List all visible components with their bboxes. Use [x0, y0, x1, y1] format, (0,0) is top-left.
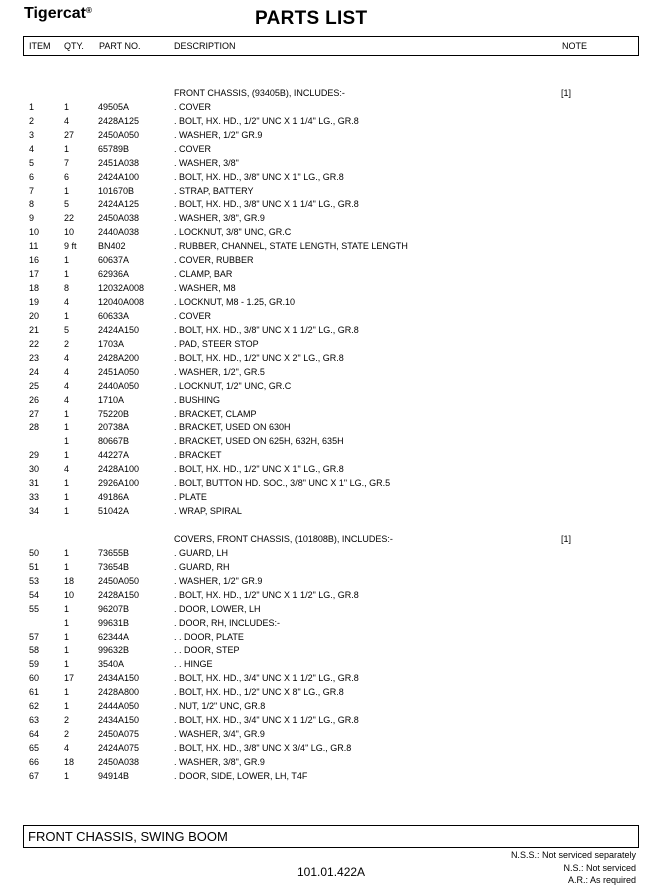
column-header-note: NOTE [562, 41, 588, 51]
cell-qty: 1 [64, 506, 70, 517]
cell-note: [1] [561, 533, 572, 544]
cell-description: . BOLT, HX. HD., 1/2" UNC X 1" LG., GR.8 [174, 464, 344, 475]
cell-description: . WASHER, 1/2", GR.5 [174, 366, 265, 377]
footer-title: FRONT CHASSIS, SWING BOOM [28, 829, 228, 844]
cell-qty: 1 [64, 617, 70, 628]
cell-part-no: 2434A150 [98, 715, 140, 726]
cell-description: . WASHER, 1/2" GR.9 [174, 575, 263, 586]
cell-qty: 2 [64, 338, 70, 349]
table-row [23, 771, 637, 785]
cell-qty: 2 [64, 715, 70, 726]
table-row [23, 227, 637, 241]
cell-description: . BOLT, HX. HD., 3/4" UNC X 1 1/2" LG., GR.8 [174, 673, 359, 684]
cell-item: 7 [29, 185, 35, 196]
cell-part-no: 2450A050 [98, 129, 140, 140]
cell-description: . NUT, 1/2" UNC, GR.8 [174, 701, 266, 712]
table-row [23, 687, 637, 701]
cell-qty: 1 [64, 185, 70, 196]
cell-item: 62 [29, 701, 40, 712]
cell-part-no: 2926A100 [98, 478, 140, 489]
cell-part-no: 2434A150 [98, 673, 140, 684]
cell-description: . BRACKET, USED ON 625H, 632H, 635H [174, 436, 344, 447]
cell-description: . WASHER, 3/8", GR.9 [174, 756, 265, 767]
cell-description: . DOOR, LOWER, LH [174, 603, 261, 614]
cell-qty: 1 [64, 687, 70, 698]
table-row [23, 715, 637, 729]
cell-item: 31 [29, 478, 40, 489]
table-row [23, 297, 637, 311]
cell-qty: 6 [64, 171, 70, 182]
table-row [23, 381, 637, 395]
cell-qty: 18 [64, 575, 75, 586]
cell-qty: 10 [64, 589, 75, 600]
cell-part-no: 20738A [98, 422, 130, 433]
cell-qty: 1 [64, 436, 70, 447]
page-title: PARTS LIST [255, 8, 368, 29]
table-row [23, 632, 637, 646]
cell-item: 26 [29, 394, 40, 405]
cell-part-no: 1703A [98, 338, 125, 349]
cell-part-no: 99631B [98, 617, 130, 628]
cell-description: . WASHER, 1/2" GR.9 [174, 129, 263, 140]
cell-qty: 1 [64, 255, 70, 266]
table-row [23, 548, 637, 562]
cell-qty: 4 [64, 115, 70, 126]
cell-qty: 1 [64, 659, 70, 670]
cell-qty: 1 [64, 701, 70, 712]
cell-qty: 27 [64, 129, 75, 140]
cell-qty: 1 [64, 310, 70, 321]
table-row [23, 645, 637, 659]
cell-qty: 17 [64, 673, 75, 684]
cell-item: 1 [29, 101, 35, 112]
cell-description: . BOLT, HX. HD., 3/8" UNC X 1" LG., GR.8 [174, 171, 344, 182]
cell-qty: 4 [64, 394, 70, 405]
cell-description: . STRAP, BATTERY [174, 185, 254, 196]
cell-qty: 5 [64, 199, 70, 210]
cell-item: 57 [29, 631, 40, 642]
table-row [23, 422, 637, 436]
table-row [23, 492, 637, 506]
cell-item: 10 [29, 227, 40, 238]
table-row [23, 116, 637, 130]
table-header [23, 36, 639, 56]
parts-table-body [23, 74, 637, 785]
cell-item: 30 [29, 464, 40, 475]
table-row [23, 102, 637, 116]
table-row [23, 241, 637, 255]
cell-description: . WASHER, 3/8", GR.9 [174, 213, 265, 224]
cell-part-no: 12040A008 [98, 297, 145, 307]
cell-part-no: 49505A [98, 101, 130, 112]
table-row [23, 395, 637, 409]
cell-part-no: 2428A200 [98, 352, 140, 363]
cell-part-no: 2424A125 [98, 199, 140, 210]
cell-description: . COVER, RUBBER [174, 255, 254, 266]
cell-part-no: 2428A150 [98, 589, 140, 600]
cell-part-no: 2440A038 [98, 227, 140, 238]
cell-part-no: 94914B [98, 770, 130, 781]
cell-item: 65 [29, 743, 40, 753]
cell-qty: 1 [64, 450, 70, 461]
cell-qty: 1 [64, 561, 70, 572]
cell-item: 17 [29, 269, 40, 280]
cell-item: 23 [29, 352, 40, 363]
cell-qty: 1 [64, 631, 70, 642]
cell-item: 8 [29, 199, 35, 210]
cell-part-no: 73654B [98, 561, 130, 572]
cell-description: . BOLT, HX. HD., 3/4" UNC X 1 1/2" LG., GR.8 [174, 715, 359, 726]
cell-item: 27 [29, 408, 40, 419]
cell-item: 63 [29, 715, 40, 726]
table-row [23, 729, 637, 743]
brand-logo [24, 5, 92, 23]
cell-item: 51 [29, 561, 40, 572]
cell-part-no: 2428A125 [98, 115, 140, 126]
document-number: 101.01.422A [297, 865, 366, 879]
cell-part-no: 12032A008 [98, 283, 145, 294]
cell-description: . COVER [174, 143, 212, 154]
cell-item: 50 [29, 547, 40, 558]
cell-part-no: 2450A050 [98, 575, 140, 586]
cell-item: 18 [29, 283, 40, 294]
cell-qty: 4 [64, 297, 70, 307]
cell-part-no: 2424A150 [98, 324, 140, 335]
cell-description: . WASHER, M8 [174, 283, 236, 294]
cell-qty: 7 [64, 157, 70, 168]
table-row [23, 659, 637, 673]
cell-part-no: 62344A [98, 631, 130, 642]
cell-description: . BOLT, HX. HD., 1/2" UNC X 1 1/4" LG., GR.8 [174, 115, 359, 126]
cell-description: COVERS, FRONT CHASSIS, (101808B), INCLUDES:- [174, 533, 393, 544]
cell-description: . BOLT, HX. HD., 3/8" UNC X 1 1/4" LG., GR.8 [174, 199, 359, 210]
cell-item: 4 [29, 143, 35, 154]
cell-part-no: BN402 [98, 241, 126, 252]
cell-item: 33 [29, 492, 40, 503]
registered-mark: ® [85, 6, 92, 15]
column-header-item: ITEM [29, 41, 51, 51]
table-row [23, 130, 637, 144]
cell-qty: 1 [64, 422, 70, 433]
cell-qty: 1 [64, 770, 70, 781]
cell-part-no: 75220B [98, 408, 130, 419]
table-row [23, 88, 637, 102]
cell-item: 61 [29, 687, 40, 698]
cell-description: . LOCKNUT, M8 - 1.25, GR.10 [174, 297, 296, 307]
table-row [23, 172, 637, 186]
cell-qty: 4 [64, 366, 70, 377]
table-row [23, 158, 637, 172]
cell-item: 5 [29, 157, 35, 168]
table-row [23, 269, 637, 283]
table-row [23, 367, 637, 381]
table-row [23, 590, 637, 604]
cell-item: 25 [29, 380, 40, 391]
cell-description: . WASHER, 3/4", GR.9 [174, 729, 265, 740]
cell-qty: 22 [64, 213, 75, 224]
cell-item: 9 [29, 213, 35, 224]
cell-part-no: 60633A [98, 310, 130, 321]
cell-description: . DOOR, SIDE, LOWER, LH, T4F [174, 770, 308, 781]
cell-description: . COVER [174, 101, 212, 112]
cell-description: . BOLT, HX. HD., 3/8" UNC X 3/4" LG., GR.8 [174, 743, 352, 753]
cell-part-no: 65789B [98, 143, 130, 154]
table-row [23, 199, 637, 213]
cell-part-no: 49186A [98, 492, 130, 503]
cell-item: 21 [29, 324, 40, 335]
table-row [23, 144, 637, 158]
cell-item: 54 [29, 589, 40, 600]
cell-part-no: 2428A800 [98, 687, 140, 698]
cell-part-no: 2451A038 [98, 157, 140, 168]
cell-part-no: 80667B [98, 436, 130, 447]
table-row [23, 311, 637, 325]
cell-description: . BOLT, HX. HD., 1/2" UNC X 8" LG., GR.8 [174, 687, 344, 698]
cell-description: . . DOOR, STEP [174, 645, 240, 656]
cell-item: 29 [29, 450, 40, 461]
cell-item: 59 [29, 659, 40, 670]
cell-part-no: 73655B [98, 547, 130, 558]
cell-part-no: 2424A075 [98, 743, 140, 753]
cell-item: 11 [29, 241, 39, 252]
cell-qty: 1 [64, 645, 70, 656]
cell-description: . COVER [174, 310, 212, 321]
cell-description: . BRACKET, USED ON 630H [174, 422, 291, 433]
cell-note: [1] [561, 87, 572, 98]
cell-item: 55 [29, 603, 40, 614]
cell-description: . RUBBER, CHANNEL, STATE LENGTH, STATE LENGTH [174, 241, 408, 252]
cell-qty: 4 [64, 380, 70, 391]
cell-qty: 2 [64, 729, 70, 740]
cell-part-no: 2424A100 [98, 171, 140, 182]
cell-part-no: 51042A [98, 506, 130, 517]
cell-part-no: 2450A038 [98, 756, 140, 767]
cell-part-no: 44227A [98, 450, 130, 461]
cell-qty: 10 [64, 227, 75, 238]
column-header-part-no: PART NO. [99, 41, 141, 51]
legend-line: N.S.: Not serviced [563, 862, 636, 873]
table-row [23, 74, 637, 88]
table-row [23, 618, 637, 632]
table-row [23, 743, 637, 757]
cell-qty: 1 [64, 492, 70, 503]
cell-item: 34 [29, 506, 40, 517]
cell-part-no: 2451A050 [98, 366, 140, 377]
cell-item: 3 [29, 129, 35, 140]
table-row [23, 283, 637, 297]
table-row [23, 255, 637, 269]
abbreviation-legend [511, 849, 636, 887]
cell-item: 58 [29, 645, 40, 656]
cell-qty: 1 [64, 269, 70, 280]
table-row [23, 562, 637, 576]
table-row [23, 506, 637, 520]
table-row [23, 673, 637, 687]
table-row [23, 213, 637, 227]
column-header-qty: QTY. [64, 41, 84, 51]
footer-box [23, 825, 639, 848]
table-row [23, 353, 637, 367]
table-row [23, 534, 637, 548]
cell-qty: 18 [64, 756, 75, 767]
table-row [23, 436, 637, 450]
table-row [23, 576, 637, 590]
cell-qty: 4 [64, 743, 70, 753]
cell-item: 28 [29, 422, 40, 433]
table-row [23, 701, 637, 715]
cell-qty: 1 [64, 478, 70, 489]
cell-description: . WRAP, SPIRAL [174, 506, 242, 517]
cell-part-no: 99632B [98, 645, 130, 656]
cell-description: . BOLT, HX. HD., 1/2" UNC X 2" LG., GR.8 [174, 352, 344, 363]
table-row [23, 450, 637, 464]
cell-description: . DOOR, RH, INCLUDES:- [174, 617, 281, 628]
cell-description: . PLATE [174, 492, 207, 503]
table-row [23, 520, 637, 534]
table-row [23, 325, 637, 339]
cell-item: 64 [29, 729, 40, 740]
cell-qty: 1 [64, 603, 70, 614]
cell-item: 24 [29, 366, 40, 377]
cell-description: FRONT CHASSIS, (93405B), INCLUDES:- [174, 87, 345, 98]
table-row [23, 478, 637, 492]
cell-part-no: 101670B [98, 185, 135, 196]
cell-item: 6 [29, 171, 35, 182]
cell-description: . GUARD, LH [174, 547, 229, 558]
cell-qty: 1 [64, 547, 70, 558]
table-row [23, 604, 637, 618]
cell-item: 2 [29, 115, 35, 126]
brand-name: Tigercat [24, 5, 86, 22]
cell-part-no: 2444A050 [98, 701, 140, 712]
cell-description: . LOCKNUT, 3/8" UNC, GR.C [174, 227, 292, 238]
cell-part-no: 2450A038 [98, 213, 140, 224]
legend-line: N.S.S.: Not serviced separately [510, 850, 636, 860]
cell-description: . BOLT, BUTTON HD. SOC., 3/8" UNC X 1" LG., GR.5 [174, 478, 391, 489]
table-row [23, 464, 637, 478]
cell-qty: 1 [64, 101, 70, 112]
table-row [23, 339, 637, 353]
cell-description: . BRACKET, CLAMP [174, 408, 257, 419]
cell-item: 16 [29, 255, 40, 266]
cell-part-no: 60637A [98, 255, 130, 266]
cell-qty: 9 ft [64, 241, 77, 252]
cell-description: . LOCKNUT, 1/2" UNC, GR.C [174, 380, 292, 391]
cell-part-no: 1710A [98, 394, 125, 405]
cell-description: . BOLT, HX. HD., 1/2" UNC X 1 1/2" LG., GR.8 [174, 589, 359, 600]
cell-item: 53 [29, 575, 40, 586]
cell-item: 67 [29, 770, 40, 781]
cell-qty: 1 [64, 408, 70, 419]
table-row [23, 409, 637, 423]
table-row [23, 757, 637, 771]
cell-qty: 8 [64, 283, 70, 294]
cell-description: . GUARD, RH [174, 561, 230, 572]
cell-qty: 1 [64, 143, 70, 154]
cell-item: 20 [29, 310, 40, 321]
cell-part-no: 3540A [98, 659, 125, 670]
cell-description: . BUSHING [174, 394, 221, 405]
table-row [23, 186, 637, 200]
cell-description: . PAD, STEER STOP [174, 338, 259, 349]
cell-item: 60 [29, 673, 40, 684]
cell-qty: 5 [64, 324, 70, 335]
cell-item: 22 [29, 338, 40, 349]
cell-description: . WASHER, 3/8" [174, 157, 239, 168]
cell-description: . CLAMP, BAR [174, 269, 233, 280]
cell-part-no: 2440A050 [98, 380, 140, 391]
cell-description: . . DOOR, PLATE [174, 631, 244, 642]
cell-part-no: 2428A100 [98, 464, 140, 475]
column-header-description: DESCRIPTION [174, 41, 236, 51]
cell-qty: 4 [64, 464, 70, 475]
cell-item: 66 [29, 756, 40, 767]
cell-part-no: 62936A [98, 269, 130, 280]
cell-description: . BRACKET [174, 450, 222, 461]
cell-part-no: 96207B [98, 603, 130, 614]
cell-part-no: 2450A075 [98, 729, 140, 740]
cell-qty: 4 [64, 352, 70, 363]
cell-description: . . HINGE [174, 659, 213, 670]
cell-item: 19 [29, 297, 40, 307]
cell-description: . BOLT, HX. HD., 3/8" UNC X 1 1/2" LG., GR.8 [174, 324, 359, 335]
legend-line: A.R.: As required [567, 875, 636, 885]
